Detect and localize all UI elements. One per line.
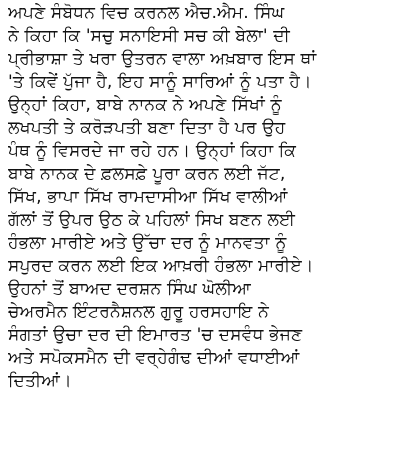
article-line: ਉਹਨਾਂ ਤੋਂ ਬਾਅਦ ਦਰਸ਼ਨ ਸਿੰਘ ਘੋਲੀਆ bbox=[8, 279, 252, 299]
article-line: ਨੇ ਕਿਹਾ ਕਿ 'ਸਚੁ ਸਨਾਇਸੀ ਸਚ ਕੀ ਬੇਲਾ' ਦੀ bbox=[8, 26, 290, 46]
article-line: ਅਤੇ ਸਪੋਕਸਮੈਨ ਦੀ ਵਰ੍ਹੇਗੰਢ ਦੀਆਂ ਵਧਾਈਆਂ bbox=[8, 348, 300, 368]
article-line: ਸਿੱਖ, ਭਾਪਾ ਸਿੱਖ ਰਾਮਦਾਸੀਆ ਸਿੱਖ ਵਾਲੀਆਂ bbox=[8, 187, 288, 207]
article-line: ਲਖਪਤੀ ਤੇ ਕਰੋੜਪਤੀ ਬਣਾ ਦਿਤਾ ਹੈ ਪਰ ਉਹ bbox=[8, 118, 286, 138]
article-line: ਪ੍ਰੀਭਾਸ਼ਾ ਤੇ ਖਰਾ ਉਤਰਨ ਵਾਲਾ ਅਖ਼ਬਾਰ ਇਸ ਥਾਂ bbox=[8, 49, 317, 69]
article-line: ਹੰਭਲਾ ਮਾਰੀਏ ਅਤੇ ਉੱਚਾ ਦਰ ਨੂੰ ਮਾਨਵਤਾ ਨੂੰ bbox=[8, 233, 287, 253]
article-line: ਦਿਤੀਆਂ। bbox=[8, 371, 72, 391]
article-line: ਉਨ੍ਹਾਂ ਕਿਹਾ, ਬਾਬੇ ਨਾਨਕ ਨੇ ਅਪਣੇ ਸਿੱਖਾਂ ਨੂੰ bbox=[8, 95, 282, 115]
article-line: 'ਤੇ ਕਿਵੇਂ ਪੁੱਜਾ ਹੈ, ਇਹ ਸਾਨੂੰ ਸਾਰਿਆਂ ਨੂੰ ਪਤਾ ਹੈ। bbox=[8, 72, 312, 92]
article-line: ਗੱਲਾਂ ਤੋਂ ਉਪਰ ਉਠ ਕੇ ਪਹਿਲਾਂ ਸਿਖ ਬਣਨ ਲਈ bbox=[8, 210, 296, 230]
article-line: ਬਾਬੇ ਨਾਨਕ ਦੇ ਫ਼ਲਸਫ਼ੇ ਪੂਰਾ ਕਰਨ ਲਈ ਜੱਟ, bbox=[8, 164, 286, 184]
article-line: ਪੰਥ ਨੂੰ ਵਿਸਰਦੇ ਜਾ ਰਹੇ ਹਨ। ਉਨ੍ਹਾਂ ਕਿਹਾ ਕਿ bbox=[8, 141, 297, 161]
article-line: ਅਪਣੇ ਸੰਬੋਧਨ ਵਿਚ ਕਰਨਲ ਐਚ.ਐਮ. ਸਿੰਘ bbox=[8, 3, 285, 23]
article-line: ਚੇਅਰਮੈਨ ਇੰਟਰਨੈਸ਼ਨਲ ਗੁਰੂ ਹਰਸਹਾਇ ਨੇ bbox=[8, 302, 269, 322]
article-line: ਸੰਗਤਾਂ ਉਚਾ ਦਰ ਦੀ ਇਮਾਰਤ 'ਚ ਦਸਵੰਧ ਭੇਜਣ bbox=[8, 325, 303, 345]
article-line: ਸਪੁਰਦ ਕਰਨ ਲਈ ਇਕ ਆਖ਼ਰੀ ਹੰਭਲਾ ਮਾਰੀਏ। bbox=[8, 256, 314, 276]
